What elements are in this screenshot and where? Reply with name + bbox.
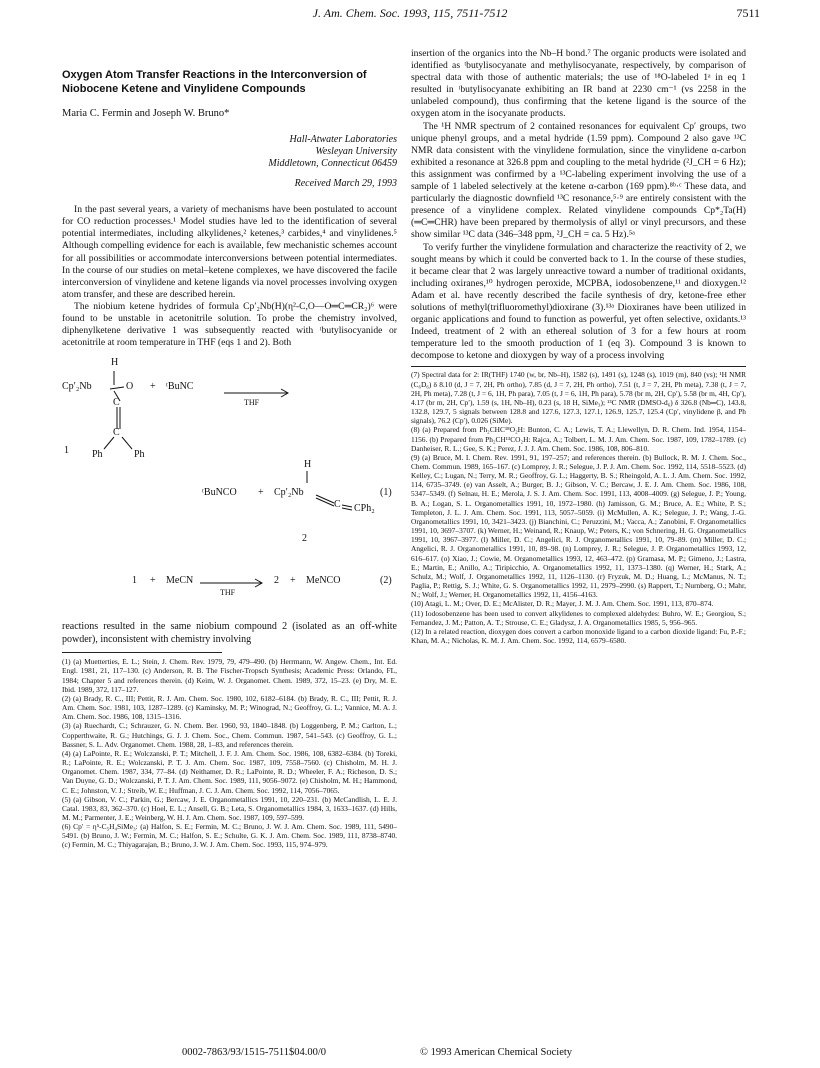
scheme-plus: + [150,381,156,393]
footnote: (9) (a) Bruce, M. I. Chem. Rev. 1991, 91, 197–257; and references therein. (b) Bullock, R. M. J. Chem. Soc., Chem. Commun. 1989, 165–167. (c) Lomprey, J. R.; Selegue, J. P. J. Am. Chem. Soc. 1992, 114, 5518–5523. (d) Kelley, C.; Lugan, N.; Terry, M. R.; Geoffroy, G. L.; Haggerty, B. S.; Rheingold, A. L. J. Am. Chem. Soc. 1992, 114, 6735–3749. (e) van Asselt, A.; Burger, B. J.; Gibson, V. C.; Bercaw, J. E. J. Am. Chem. Soc. 1986, 108, 5347–5349. (f) Selnau, H. E.; Merola, J. S. J. Am. Chem. Soc. 1991, 113, 4008–4009. (g) Selegue, J. P.; Young, B. A.; Logan, S. L. Organometallics 1991, 10, 1972–1980. (h) Jamisson, G. M.; Bruce, A. E.; White, P. S.; Templeton, J. L. J. Am. Chem. Soc. 1991, 113, 5057–5059. (i) McMullen, A. K.; Selegue, J. P.; Wang, J.-G. Organometallics 1991, 10, 3421–3423. (j) Bianchini, C.; Peruzzini, M.; Vacca, A.; Zanobini, F. Organometallics 1991, 10, 3697–3707. (k) Werner, H.; Weinand, R.; Knaup, W.; Peters, K.; von Schnering, H. G. Organometallics 1991, 10, 3967–3977. (l) Miller, D. C.; Angelici, R. J. Organometallics 1991, 10, 79–89. (m) Miller, D. C.; Angelici, R. J. Organometallics 1991, 10, 89–98. (n) Lomprey, J. R.; Selegue, J. P. Organometallics 1993, 12, 616–617. (o) Xiao, J.; Cowie, M. Organometallics 1993, 12, 463–472. (p) Gramasa, M. P.; Gimeno, J.; Lastra, E.; Martin, E.; Anillo, A.; Tiripicchio, A. Organometallics 1992, 11, 1373–1380. (q) Werner, H.; Stark, A.; Schulz, M.; Wolf, J. Organometallics 1992, 11, 1126–1130. (r) Fryzuk, M. D.; Huang, L.; McManus, N. T.; Paglia, P.; Rettig, S. J.; White, G. S. Organometallics 1992, 11, 2979–2990. (s) Rappert, T.; Nurnberg, O.; Mahr, N.; Wolf, J.; Werner, H. Organometallics 1992, 11, 4156–4163. [411,452,746,600]
compound-label: 1 [64,445,69,457]
running-header [60,6,760,22]
scheme-c: C [113,397,120,409]
scheme-solvent: THF [220,588,236,598]
footnote-section [411,366,746,645]
footnote: (11) Iodosobenzene has been used to convert alkylidenes to complexed aldehydes: Buhro, W. E.; Georgiou, S.; Fernandez, J. M.; Patton, A. T.; Strouse, C. E.; Gladysz, J. A. Organometallics 1985, 5, 956–965. [411,608,746,627]
journal-citation: J. Am. Chem. Soc. 1993, 115, 7511-7512 [312,6,508,20]
footnote-divider [62,652,222,653]
footnote: (1) (a) Muetterties, E. L.; Stein, J. Chem. Rev. 1979, 79, 479–490. (b) Herrmann, W. Angew. Chem., Int. Ed. Engl. 1981, 21, 117–130. (c) Anderson, R. B. The Fischer-Tropsch Synthesis; Academic Press: Orlando, FL, 1984; Chapter 5 and references therein. (d) Keim, W. J. Organomet. Chem. 1989, 372, 15–23. (e) Dry, M. E. Ibid. 1989, 372, 117–127. [62,657,397,694]
scheme-cp-nb: Cp′₂Nb [62,381,92,393]
scheme-bonds [62,357,397,615]
body-paragraph: In the past several years, a variety of mechanisms have been postulated to account for CO reduction processes.¹ Model studies have led to the identification of several potential intermediates, including alkylidenes,² ketenes,³ carbides,⁴ and vinylidenes.⁵ Although compelling evidence for each is available, few mechanistic schemes account for all possibilities or accommodate interconversions between potential intermediates. In the course of our studies on metal–ketene complexes, we have discovered the facile interconversion of vinylidene and ketene ligands via novel processes involving oxygen atom transfer, and these are described herein. [62,204,397,300]
footnote: (6) Cp′ = η⁵-C₅H₄SiMe₃: (a) Halfon, S. E.; Fermin, M. C.; Bruno, J. W. J. Am. Chem. Soc. 1989, 111, 5490–5491. (b) Bruno, J. W.; Fermin, M. C.; Halfon, S. E.; Schulte, G. K. J. Am. Chem. Soc. 1989, 111, 8738–8740. (c) Fermin, M. C.; Thiyagarajan, B.; Bruno, J. W. J. Am. Chem. Soc. 1993, 115, 974–979. [62,822,397,850]
scheme-o: O [126,381,134,393]
body-paragraph: The ¹H NMR spectrum of 2 contained resonances for equivalent Cp′ groups, two unique phenyl groups, and a metal hydride (1.59 ppm). Compound 2 also gave ¹³C NMR data consistent with the vinylidene formulation, since the vinylidene α-carbon exhibited a resonance at 326.8 ppm and coupling to the metal hydride (²J_CH = 6 Hz); this assignment was confirmed by a ¹³C-labeling experiment involving the use of a sample of 1 labeled selectively at the ketene α-carbon (169 ppm).⁸ᵇ·ᶜ These data, and particularly the diagnostic downfield ¹³C resonance,⁵·⁹ are entirely consistent with the presence of a vinylidene complex. Related vinylidene compounds Cp*₂Ta(H)(═C═CHR) have been prepared by thermolysis of allyl or vinyl precursors, and these show similar ¹³C data (346–348 ppm, ²J_CH = ca. 5 Hz).⁵ᵃ [411,120,746,241]
footnote: (7) Spectral data for 2: IR(THF) 1740 (w, br, Nb–H), 1582 (s), 1491 (s), 1248 (s), 1019 (m), 840 (vs); ¹H NMR (C₆D₆) δ 8.10 (d, J = 7, 2H, Ph ortho), 7.85 (d, J = 7, 2H, Ph ortho), 7.51 (t, J = 7, 2H, Ph meta), 7.38 (t, J = 7, 2H, Ph meta), 7.28 (t, J = 6, 1H, Ph para), 7.05 (t, J = 6, 1H, Ph para), 5.78 (br m, 2H, Cp′), 5.58 (br m, 4H, Cp′), 4.17 (br m, 2H, Cp′), 1.59 (s, 1H, Nb–H), 0.23 (s, 18 H, SiMe₃); ¹³C NMR (DMSO-d₆) δ 326.8 (Nb═C), 143.8, 132.8, 129.7, 5 signals between 128.8 and 127.6, 127.3, 127.1, 126.9, 125.7, 125.4 (Cp′, vinylidene β, and Ph signals), 76.2 (Cp′), 0.026 (SiMe). [411,370,746,426]
scheme-ph: Ph [92,449,103,461]
scheme-plus: + [258,487,264,499]
scheme-1: 1 [132,575,137,587]
reaction-scheme [62,357,397,615]
affiliation-line: Hall-Atwater Laboratories [289,134,397,146]
received-date: Received March 29, 1993 [294,178,397,190]
scheme-tbunc: ᵗBuNC [166,381,194,393]
article-title: Oxygen Atom Transfer Reactions in the Interconversion of Niobocene Ketene and Vinylidene Compounds [62,69,367,95]
body-paragraph: insertion of the organics into the Nb–H bond.⁷ The organic products were isolated and identified as ᵗbutylisocyanate and methylisocyanate, respectively, by comparison of spectral data with those of authentic materials; the use of ¹⁸O-labeled 1ᵃ in eq 1 resulted in ᵗbutylisocyanate exhibiting an IR band at 2230 cm⁻¹ (vs 2258 in the unlabeled compound), thus confirming that the ketene ligand is the source of the oxygen atom in the isocyanate products. [411,48,746,120]
affiliation [62,134,397,170]
compound-label: 2 [302,533,307,545]
copyright: © 1993 American Chemical Society [420,1047,573,1058]
footnote: (2) (a) Brady, R. C., III; Pettit, R. J. Am. Chem. Soc. 1980, 102, 6182–6184. (b) Brady, R. C., III; Pettit, R. J. Am. Chem. Soc. 1981, 103, 1287–1289. (c) Kaminsky, M. P.; Winograd, N.; Geoffroy, G. L.; Vannice, M. A. J. Am. Chem. Soc. 1986, 108, 1315–1316. [62,693,397,722]
scheme-h: H [111,357,119,369]
article-code: 0002-7863/93/1515-7511$04.00/0 [182,1047,326,1058]
affiliation-line: Wesleyan University [315,146,397,158]
scheme-h: H [304,459,312,471]
body-paragraph: The niobium ketene hydrides of formula Cp′₂Nb(H)(η²-C,O—O═C═CR₂)⁶ were found to be unstable in acetonitrile solution. To probe the chemistry involved, diphenylketene derivative 1 was subsequently reacted with ᵗbutylisocyanide or acetonitrile at room temperature in THF (eqs 1 and 2). Both [62,300,397,349]
affiliation-line: Middletown, Connecticut 06459 [268,158,397,170]
equation-number: (1) [380,487,392,499]
article-authors: Maria C. Fermin and Joseph W. Bruno* [62,108,230,119]
scheme-cph2: CPh₂ [354,503,375,515]
footnote: (10) Atagi, L. M.; Over, D. E.; McAlister, D. R.; Mayer, J. M. J. Am. Chem. Soc. 1991, 113, 870–874. [411,599,714,609]
body-paragraph: To verify further the vinylidene formulation and characterize the reactivity of 2, we sought means by which it could be converted back to 1. In the course of these studies, it became clear that 2 was largely unreactive toward a number of traditional oxidants, including oxiranes,¹⁰ hydrogen peroxide, MCPBA, iodosobenzene,¹¹ and dioxygen.¹² Adam et al. have recently described the facile synthesis of dry, ketone-free ether solutions of methyl(trifluoromethyl)dioxirane (3).¹³ᵃ Dioxiranes have been utilized in organic applications and found to function as powerful, yet often selective, oxidants.¹³ Indeed, treatment of 2 with an ethereal solution of 3 for a few hours at room temperature led to the smooth production of 1 (eq 3). Compound 3 is known to decompose to ketone and dioxygen by way of a process involving [411,241,746,362]
scheme-tbunco: ᵗBuNCO [202,487,237,499]
footnote: (4) (a) LaPointe, R. E.; Wolczanski, P. T.; Mitchell, J. F. J. Am. Chem. Soc. 1986, 108, 6382–6384. (b) Toreki, R.; LaPointe, R. E.; Wolczanski, P. T. J. Am. Chem. Soc. 1987, 109, 7558–7560. (c) Chisholm, M. H. J. Organomet. Chem. 1987, 334, 77–84. (d) Neithamer, D. R.; LaPointe, R. D.; Wheeler, F. A.; Richeson, D. S.; Van Duyne, G. D.; Wolczanski, P. T. J. Am. Chem. Soc. 1989, 111, 9056–9072. (e) Chisholm, M. H.; Hammond, C. E.; Johnston, V. J.; Streib, W. E.; Huffman, J. C. J. Am. Chem. Soc. 1992, 114, 7056–7065. [62,748,397,795]
scheme-menco: MeNCO [306,575,341,587]
scheme-plus: + [150,575,156,587]
scheme-plus: + [290,575,296,587]
scheme-ph: Ph [134,449,145,461]
left-column [62,52,397,850]
body-paragraph: reactions resulted in the same niobium compound 2 (isolated as an off-white powder), inconsistent with chemistry involving [62,621,397,645]
right-column [411,48,746,645]
scheme-c: C [334,499,341,511]
scheme-2: 2 [274,575,279,587]
equation-number: (2) [380,575,392,587]
footnote: (5) (a) Gibson, V. C.; Parkin, G.; Bercaw, J. E. Organometallics 1991, 10, 220–231. (b) McCandlish, L. E. J. Catal. 1983, 83, 362–370. (c) Hoel, E. L.; Ansell, G. B.; Leta, S. Organometallics 1984, 3, 1633–1637. (d) Hills, M. M.; Parmenter, J. E.; Weinberg, W. H. J. Am. Chem. Soc. 1987, 109, 597–599. [62,794,397,822]
footnote: (8) (a) Prepared from Ph₂CHC¹⁸O₂H: Bunton, C. A.; Lewis, T. A.; Llewellyn, D. R. Chem. Ind. 1954, 1154–1156. (b) Prepared from Ph₂CH¹³CO₂H: Rajca, A.; Tolbert, L. M. J. Am. Chem. Soc. 1987, 109, 1782–1789. (c) Danheiser, R. L.; Gee, S. K.; Perez, J. J. J. Am. Chem. Soc. 1986, 108, 806–810. [411,425,746,453]
footnote: (3) (a) Ruechardt, C.; Schrauzer, G. N. Chem. Ber. 1960, 93, 1840–1848. (b) Loggenberg, P. M.; Carlton, L.; Copperthwaite, R. G.; Hutchings, G. J. J. Chem. Soc., Chem. Commun. 1987, 541–543. (c) Geoffroy, G. L.; Bassner, S. L. Adv. Organomet. Chem. 1988, 28, 1–83, and references therein. [62,721,397,749]
scheme-solvent: THF [244,398,260,408]
footnote: (12) In a related reaction, dioxygen does convert a carbon monoxide ligand to a carbon dioxide ligand: Fu, P.-F.; Khan, M. A.; Nicholas, K. M. J. Am. Chem. Soc. 1992, 114, 6579–6580. [411,626,746,645]
scheme-cp-nb: Cp′₂Nb [274,487,304,499]
scheme-mecn: MeCN [166,575,194,587]
page-number: 7511 [736,6,760,20]
scheme-c: C [113,427,120,439]
